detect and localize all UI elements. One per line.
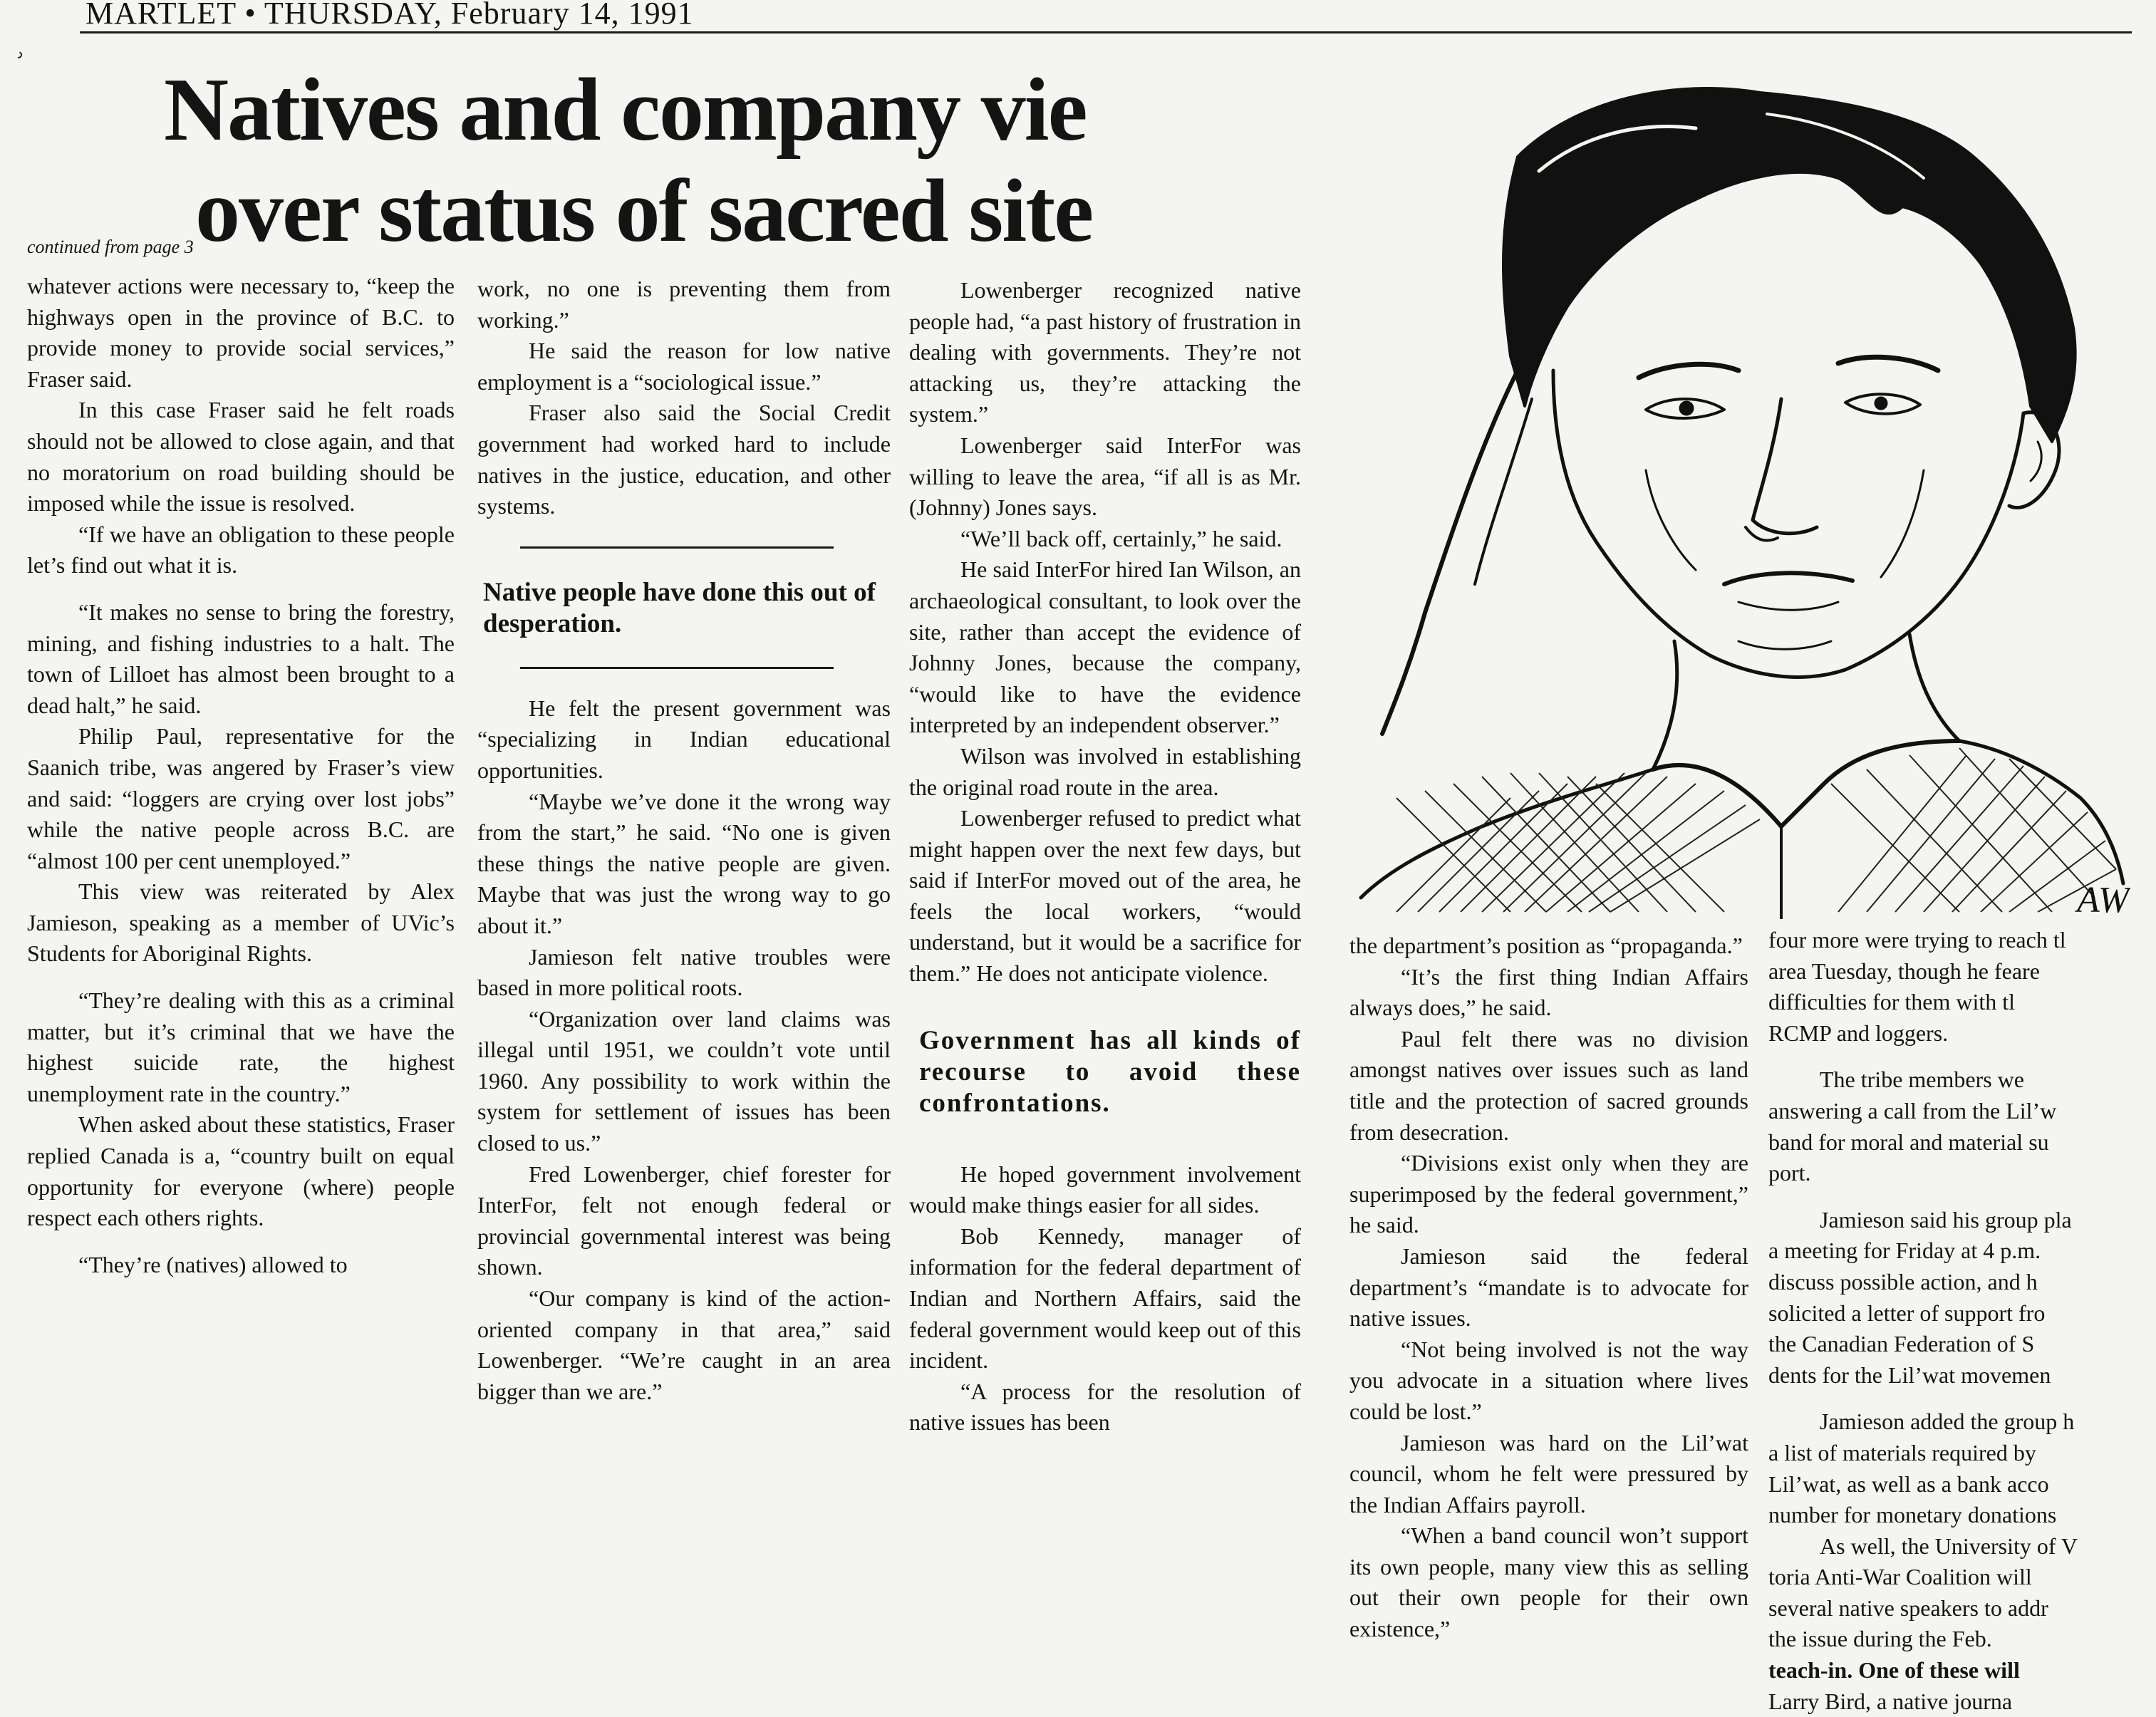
paragraph: Jamieson felt native troubles were based in more political roots. (477, 943, 891, 1001)
paragraph: “Our company is kind of the action-oriented company in that area,” said Lowenberger. “We’re caught in an area bigger than we are.” (477, 1285, 891, 1404)
paragraph: “It makes no sense to bring the forestry, mining, and fishing industries to a halt. The town of Lilloet has almost been brought to a dead halt,” he said. (27, 598, 455, 718)
text-line: RCMP and loggers. (1768, 1020, 1949, 1046)
paragraph: He hoped government involvement would make things easier for all sides. (909, 1161, 1301, 1218)
text-line: several native speakers to addr (1768, 1594, 2048, 1621)
paragraph: “It’s the first thing Indian Affairs always does,” he said. (1349, 963, 1748, 1021)
paragraph: He said the reason for low native employment is a “sociological issue.” (477, 338, 891, 395)
headline-line-1: Natives and company vie (164, 61, 1087, 160)
paragraph: Jamieson was hard on the Lil’wat council, whom he felt were pressured by the Indian Affairs payroll. (1349, 1429, 1748, 1518)
paragraph: He said InterFor hired Ian Wilson, an archaeological consultant, to look over the site, rather than accept the evidence of Johnny Jones, because the company, “would like to have the evidence interpreted by an independent observer.” (909, 556, 1301, 738)
paragraph: This view was reiterated by Alex Jamieson, speaking as a member of UVic’s Students for Aboriginal Rights. (27, 878, 455, 967)
text-line: a meeting for Friday at 4 p.m. (1768, 1238, 2041, 1264)
paragraph: Lowenberger refused to predict what might happen over the next few days, but said if InterFor moved out of the area, he feels the local workers, “would understand, but it would be a sacrifice for them.” He does not anticipate violence. (909, 805, 1301, 987)
text-line: Jamieson added the group h (1820, 1409, 2075, 1435)
paragraph: work, no one is preventing them from working.” (477, 276, 891, 333)
paragraph: “Organization over land claims was illegal until 1951, we couldn’t vote until 1960. Any possibility to work within the system for settlement of issues has been closed to us.” (477, 1005, 891, 1156)
paragraph: Lowenberger recognized native people had, “a past history of frustration in dealing with governments. They’re not attacking us, they’re attacking the system.” (909, 277, 1301, 427)
paragraph: “We’ll back off, certainly,” he said. (960, 525, 1282, 551)
text-line: solicited a letter of support fro (1768, 1300, 2046, 1326)
paragraph: In this case Fraser said he felt roads should not be allowed to close again, and that no moratorium on road building should be imposed while the issue is resolved. (27, 397, 455, 517)
text-line: toria Anti-War Coalition will (1768, 1564, 2032, 1590)
paragraph: Fraser also said the Social Credit government had worked hard to include natives in the justice, education, and other systems. (477, 400, 891, 519)
paragraph: Wilson was involved in establishing the original road route in the area. (909, 742, 1301, 800)
headline-line-2: over status of sacred site (195, 162, 1093, 261)
text-line: area Tuesday, though he feare (1768, 958, 2040, 984)
paragraph: Bob Kennedy, manager of information for the federal department of Indian and Northern Affairs, said the federal government would keep out of this incident. (909, 1223, 1301, 1374)
text-line: the issue during the Feb. (1768, 1626, 1992, 1652)
pull-quote-1: Native people have done this out of desperation. (483, 577, 876, 638)
paragraph: Philip Paul, representative for the Saanich tribe, was angered by Fraser’s view and said: “loggers are crying over lost jobs” while the native people across B.C. are “almost 100 per cent unemployed.” (27, 723, 455, 873)
paragraph: “They’re dealing with this as a criminal matter, but it’s criminal that we have the highest suicide rate, the highest unemployment rate in the country.” (27, 987, 455, 1106)
paragraph: “When a band council won’t support its own people, many view this as selling out their own people for their own existence,” (1349, 1523, 1748, 1642)
pull-quote-rule (520, 667, 834, 669)
paragraph: “Not being involved is not the way you advocate in a situation where lives could be lost.” (1349, 1336, 1748, 1424)
text-line: dents for the Lil’wat movemen (1768, 1361, 2051, 1388)
pull-quote-rule (520, 546, 834, 549)
text-line: Lil’wat, as well as a bank acco (1768, 1470, 2049, 1497)
text-line: a list of materials required by (1768, 1439, 2036, 1466)
paragraph: “Maybe we’ve done it the wrong way from the start,” he said. “No one is given these things the native people are given. Maybe that was just the wrong way to go about it.” (477, 788, 891, 938)
paragraph: Fred Lowenberger, chief forester for InterFor, felt not enough federal or provincial governmental interest was being shown. (477, 1161, 891, 1280)
text-line: difficulties for them with tl (1768, 989, 2016, 1015)
text-line: port. (1768, 1160, 1811, 1186)
column-1 (27, 271, 455, 1280)
pull-quote-2: Government has all kinds of recourse to avoid these confrontations. (919, 1025, 1301, 1118)
text-line: Jamieson said his group pla (1820, 1206, 2072, 1233)
margin-mark: ʾ (6, 45, 28, 85)
paragraph: Paul felt there was no division amongst natives over issues such as land title and the protection of sacred grounds from desecration. (1349, 1025, 1748, 1145)
paragraph: He felt the present government was “specializing in Indian educational opportunities. (477, 695, 891, 783)
continued-note: continued from page 3 (27, 237, 194, 257)
paragraph: “If we have an obligation to these people let’s find out what it is. (27, 521, 455, 579)
folio-line: MARTLET • THURSDAY, February 14, 1991 (85, 0, 694, 31)
paragraph: Jamieson said the federal department’s “mandate is to advocate for native issues. (1349, 1243, 1748, 1332)
paragraph: whatever actions were necessary to, “keep the highways open in the province of B.C. to provide money to provide social services,” Fraser said. (27, 273, 455, 392)
artist-signature: AW (2077, 880, 2130, 919)
text-line: teach-in. One of these will (1768, 1657, 2020, 1684)
column-5 (1768, 925, 2139, 1717)
text-line: answering a call from the Lil’w (1768, 1097, 2057, 1124)
column-3 (909, 275, 1301, 1438)
paragraph: When asked about these statistics, Fraser replied Canada is a, “country built on equal opportunity for everyone (where) people respect each others rights. (27, 1111, 455, 1231)
paragraph: Lowenberger said InterFor was willing to leave the area, “if all is as Mr. (Johnny) Jones says. (909, 432, 1301, 521)
paragraph: “They’re (natives) allowed to (78, 1251, 348, 1277)
paragraph: “Divisions exist only when they are superimposed by the federal government,” he said. (1349, 1150, 1748, 1238)
text-line: number for monetary donations (1768, 1502, 2057, 1528)
text-line: the Canadian Federation of S (1768, 1331, 2035, 1357)
paragraph: the department’s position as “propaganda.” (1349, 933, 1743, 958)
text-line: The tribe members we (1820, 1067, 2024, 1093)
paragraph: “A process for the resolution of native issues has been (909, 1378, 1301, 1436)
text-line: discuss possible action, and h (1768, 1268, 2038, 1295)
column-4 (1349, 930, 1748, 1645)
column-2 (477, 274, 891, 1407)
headline (164, 60, 1233, 262)
text-line: Larry Bird, a native journa (1768, 1688, 2013, 1714)
text-line: As well, the University of V (1820, 1532, 2078, 1559)
portrait-illustration (1339, 71, 2130, 919)
text-line: four more were trying to reach tl (1768, 927, 2066, 953)
top-rule (80, 31, 2132, 33)
text-line: band for moral and material su (1768, 1129, 2049, 1155)
